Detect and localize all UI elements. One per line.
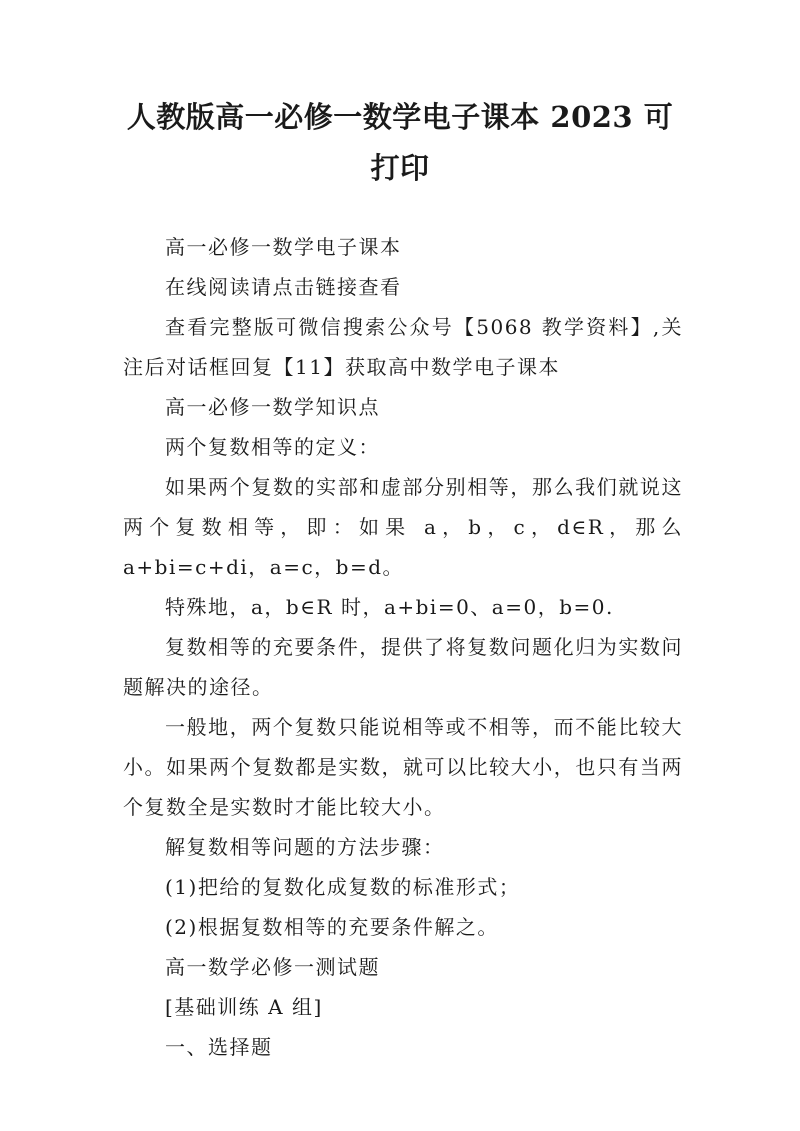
paragraph-step-1: (1)把给的复数化成复数的标准形式；	[165, 875, 521, 899]
paragraph-comparison: 一般地，两个复数只能说相等或不相等，而不能比较大小。如果两个复数都是实数，就可以比较大小，也只有当两个复数全是实数时才能比较大小。	[123, 715, 683, 819]
paragraph-method-heading: 解复数相等问题的方法步骤：	[165, 835, 445, 859]
paragraph-online-reading: 在线阅读请点击链接查看	[165, 275, 402, 299]
paragraph-definition-heading: 两个复数相等的定义：	[165, 435, 380, 459]
document-title: 人教版高一必修一数学电子课本 2023 可打印	[126, 100, 674, 185]
document-body	[123, 227, 683, 1067]
paragraph-heading-knowledge: 高一必修一数学知识点	[165, 395, 380, 419]
paragraph-section-choice: 一、选择题	[165, 1035, 273, 1059]
paragraph-wechat-notice: 查看完整版可微信搜索公众号【5068 教学资料】,关注后对话框回复【11】获取高中数学电子课本	[123, 315, 683, 379]
paragraph-special-case: 特殊地，a，b∈R 时，a+bi=0、a=0，b=0.	[165, 595, 614, 619]
paragraph-condition: 复数相等的充要条件，提供了将复数问题化归为实数问题解决的途径。	[123, 635, 683, 699]
paragraph-step-2: (2)根据复数相等的充要条件解之。	[165, 915, 499, 939]
paragraph-group-label: [基础训练 A 组]	[165, 995, 323, 1019]
paragraph-heading-test: 高一数学必修一测试题	[165, 955, 380, 979]
paragraph-heading-textbook: 高一必修一数学电子课本	[165, 235, 402, 259]
paragraph-definition: 如果两个复数的实部和虚部分别相等，那么我们就说这两个复数相等，即：如果 a，b，c，d∈R，那么 a+bi=c+di，a=c，b=d。	[123, 475, 683, 579]
